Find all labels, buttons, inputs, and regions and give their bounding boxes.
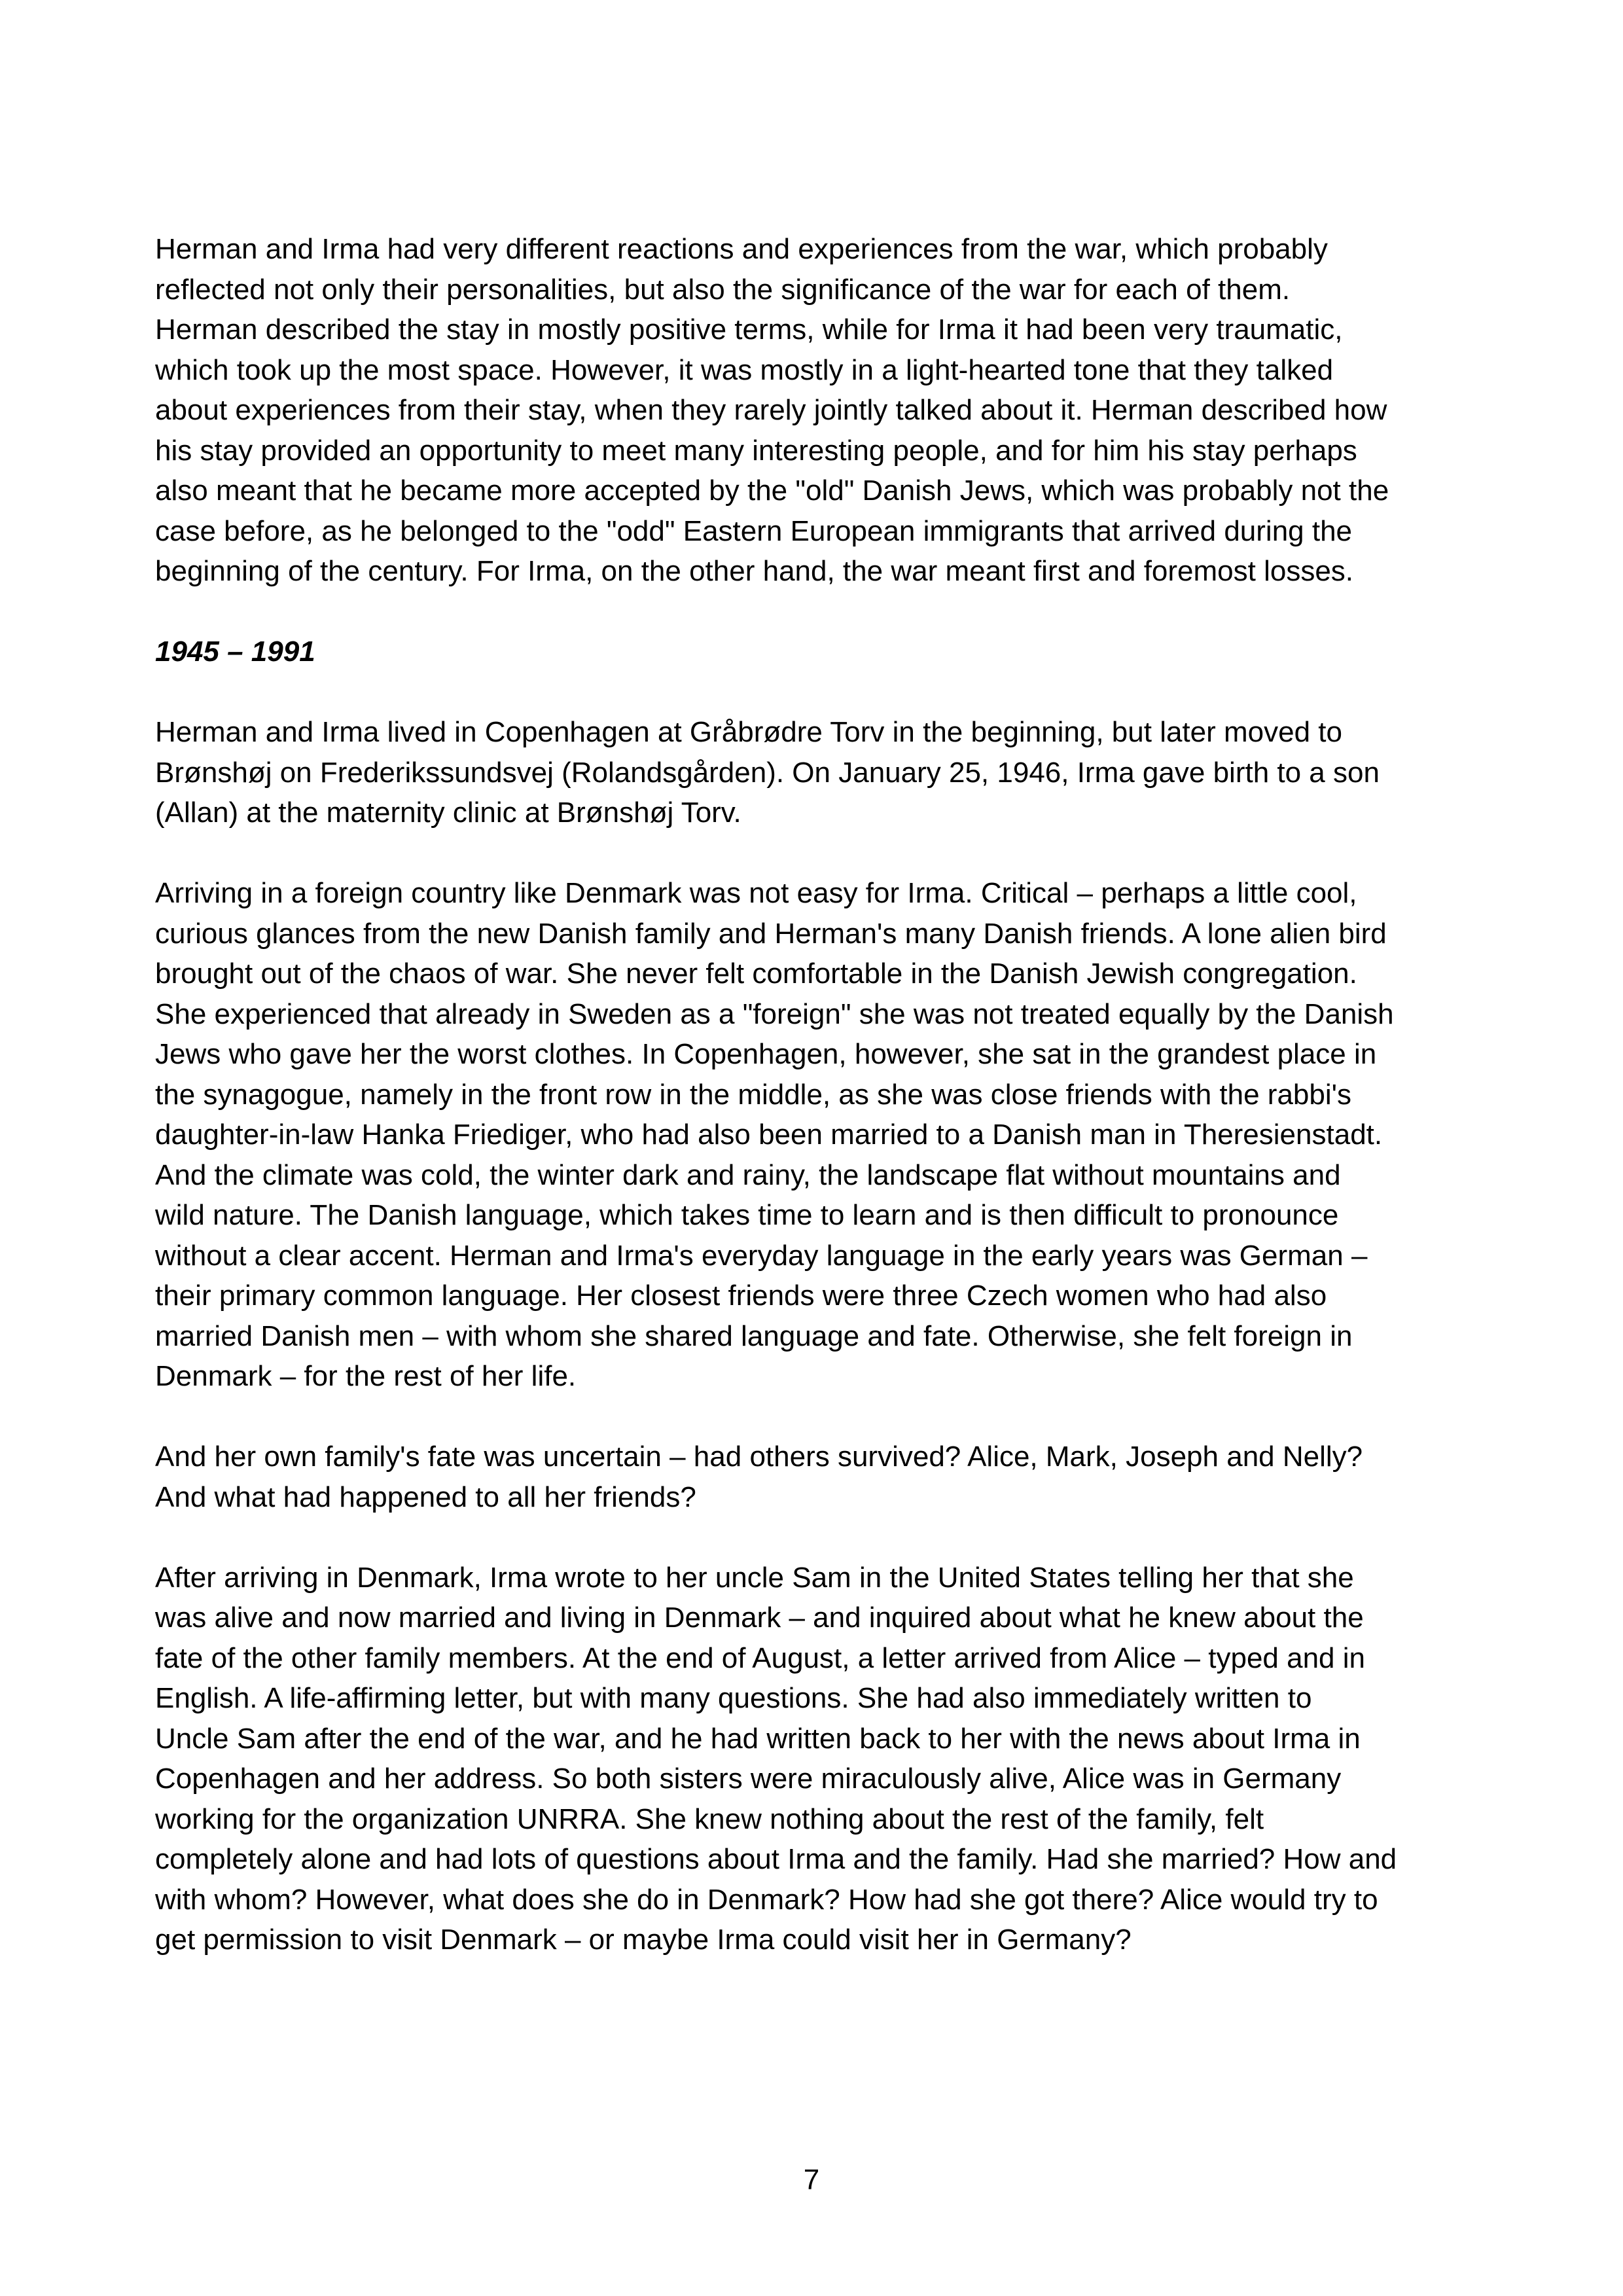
paragraph-arriving-denmark: Arriving in a foreign country like Denmark was not easy for Irma. Critical – perhaps a little cool, curious glances from the new Danish family and Herman's many Danish friends. A lone alien bird brought out of the chaos of war. She never felt comfortable in the Danish Jewish congregation. She experienced that already in Sweden as a "foreign" she was not treated equally by the Danish Jews who gave her the worst clothes. In Copenhagen, however, she sat in the grandest place in the synagogue, namely in the front row in the middle, as she was close friends with the rabbi's daughter-in-law Hanka Friediger, who had also been married to a Danish man in Theresienstadt. And the climate was cold, the winter dark and rainy, the landscape flat without mountains and wild nature. The Danish language, which takes time to learn and is then difficult to pronounce without a clear accent. Herman and Irma's everyday language in the early years was German – their primary common language. Her closest friends were three Czech women who had also married Danish men – with whom she shared language and fate. Otherwise, she felt foreign in Denmark – for the rest of her life. — [155, 877, 1394, 1392]
paragraph-war-reactions: Herman and Irma had very different reactions and experiences from the war, which probably reflected not only their personalities, but also the significance of the war for each of them. Herman described the stay in mostly positive terms, while for Irma it had been very traumatic, which took up the most space. However, it was mostly in a light-hearted tone that they talked about experiences from their stay, when they rarely jointly talked about it. Herman described how his stay provided an opportunity to meet many interesting people, and for him his stay perhaps also meant that he became more accepted by the "old" Danish Jews, which was probably not the case before, as he belonged to the "odd" Eastern European immigrants that arrived during the beginning of the century. For Irma, on the other hand, the war meant first and foremost losses. — [155, 233, 1389, 587]
section-heading: 1945 – 1991 — [155, 636, 315, 668]
paragraph-copenhagen-move: Herman and Irma lived in Copenhagen at Gråbrødre Torv in the beginning, but later moved to Brønshøj on Frederikssundsvej (Rolandsgården). On January 25, 1946, Irma gave birth to a son (Allan) at the maternity clinic at Brønshøj Torv. — [155, 716, 1380, 829]
body-text — [155, 229, 1471, 2000]
paragraph-letter-alice: After arriving in Denmark, Irma wrote to her uncle Sam in the United States telling her that she was alive and now married and living in Denmark – and inquired about what he knew about the fate of the other family members. At the end of August, a letter arrived from Alice – typed and in English. A life-affirming letter, but with many questions. She had also immediately written to Uncle Sam after the end of the war, and he had written back to her with the news about Irma in Copenhagen and her address. So both sisters were miraculously alive, Alice was in Germany working for the organization UNRRA. She knew nothing about the rest of the family, felt completely alone and had lots of questions about Irma and the family. Had she married? How and with whom? However, what does she do in Denmark? How had she got there? Alice would try to get permission to visit Denmark – or maybe Irma could visit her in Germany? — [155, 1561, 1397, 1956]
page-number: 7 — [803, 2164, 820, 2196]
paragraph-family-fate: And her own family's fate was uncertain – had others survived? Alice, Mark, Joseph and Nelly? And what had happened to all her friends? — [155, 1441, 1363, 1513]
